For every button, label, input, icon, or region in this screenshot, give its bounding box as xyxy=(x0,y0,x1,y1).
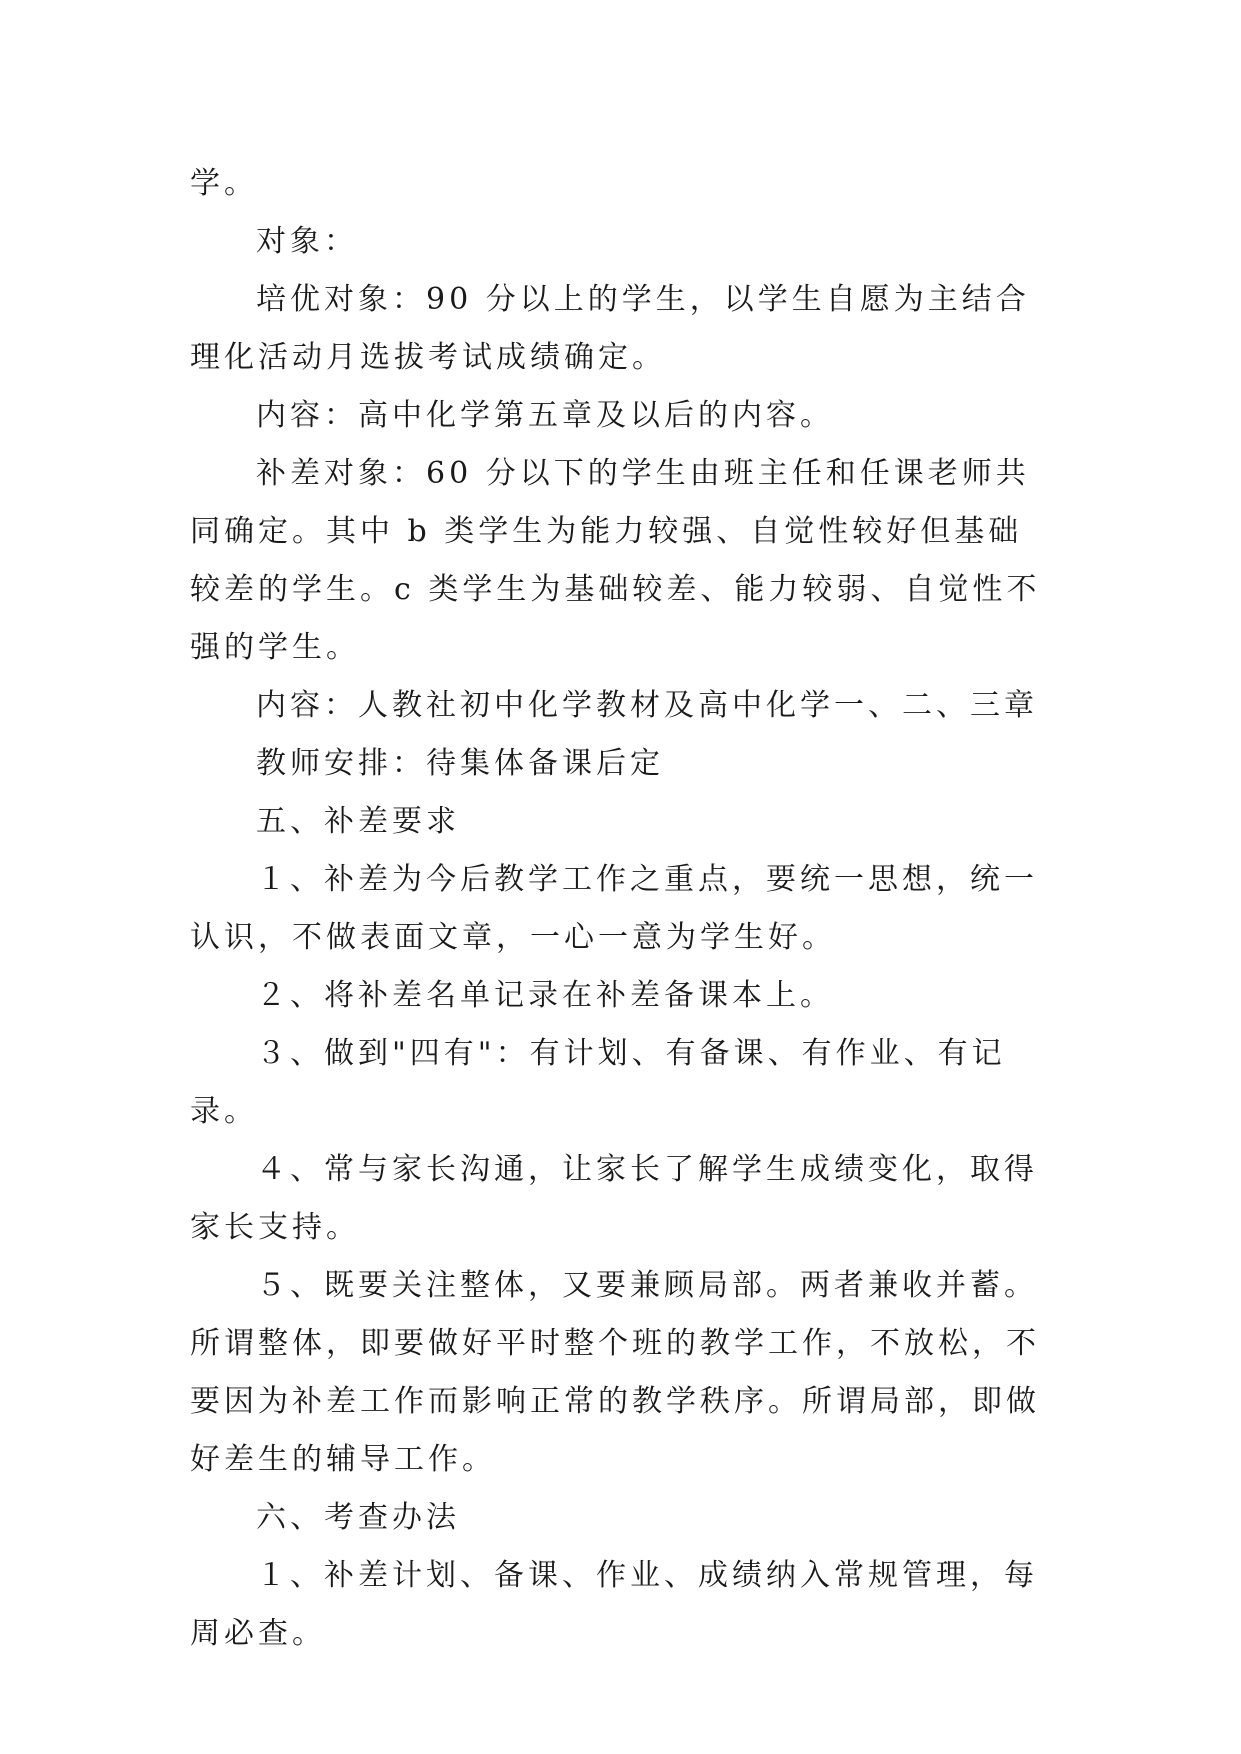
document-body xyxy=(190,155,1050,1663)
list-item: １、补差计划、备课、作业、成绩纳入常规管理，每周必查。 xyxy=(190,1558,1038,1651)
list-item: ４、常与家长沟通，让家长了解学生成绩变化，取得家长支持。 xyxy=(190,1152,1038,1245)
paragraph: 对象： xyxy=(256,224,358,259)
list-item: ３、做到"四有"：有计划、有备课、有作业、有记录。 xyxy=(190,1036,1006,1129)
section-heading: 六、考查办法 xyxy=(256,1500,460,1535)
paragraph: 培优对象：90 分以上的学生，以学生自愿为主结合理化活动月选拔考试成绩确定。 xyxy=(190,282,1030,375)
paragraph: 学。 xyxy=(190,166,258,201)
section-heading: 五、补差要求 xyxy=(256,804,460,839)
list-item: １、补差为今后教学工作之重点，要统一思想，统一认识，不做表面文章，一心一意为学生好。 xyxy=(190,862,1038,955)
paragraph: 内容：高中化学第五章及以后的内容。 xyxy=(256,398,834,433)
list-item: ２、将补差名单记录在补差备课本上。 xyxy=(256,978,834,1013)
paragraph: 内容：人教社初中化学教材及高中化学一、二、三章 xyxy=(256,688,1038,723)
list-item: ５、既要关注整体，又要兼顾局部。两者兼收并蓄。所谓整体，即要做好平时整个班的教学工作，不放松，不要因为补差工作而影响正常的教学秩序。所谓局部，即做好差生的辅导工作。 xyxy=(190,1268,1040,1477)
paragraph: 教师安排：待集体备课后定 xyxy=(256,746,664,781)
paragraph: 补差对象：60 分以下的学生由班主任和任课老师共同确定。其中 b 类学生为能力较强、自觉性较好但基础较差的学生。c 类学生为基础较差、能力较弱、自觉性不强的学生。 xyxy=(190,456,1041,665)
